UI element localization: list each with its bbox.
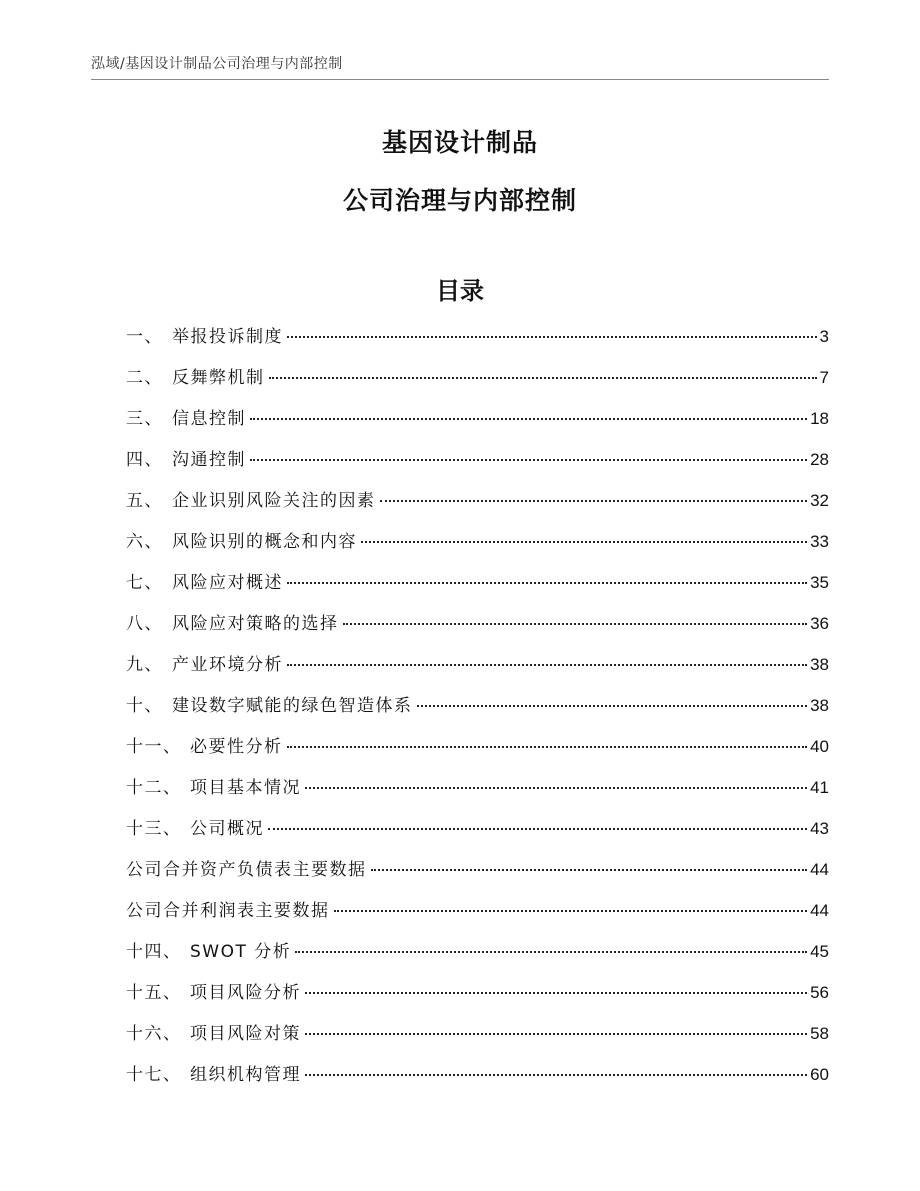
toc-page-number: 58: [810, 1024, 829, 1043]
toc-entry-number: 一、: [126, 327, 163, 347]
toc-entry[interactable]: [126, 691, 829, 732]
toc-entry[interactable]: [126, 322, 829, 363]
toc-entry-number: 十七、: [126, 1065, 182, 1085]
toc-entry-label: [126, 568, 283, 593]
toc-page-number: 44: [810, 860, 829, 879]
toc-page-number: 44: [810, 901, 829, 920]
toc-entry-text: 公司概况: [190, 819, 264, 839]
toc-page-number: 35: [810, 573, 829, 592]
toc-entry-label: [126, 404, 246, 429]
document-title-line-1: 基因设计制品: [381, 128, 538, 157]
toc-entry-number: 三、: [126, 409, 163, 429]
toc-entry-text: 举报投诉制度: [172, 327, 283, 347]
toc-page-number: 18: [810, 409, 829, 428]
toc-entry-label: [126, 814, 264, 839]
toc-entry-number: 十、: [126, 696, 163, 716]
toc-entry-label: [126, 363, 265, 388]
toc-dot-leader: [287, 746, 808, 748]
toc-entry[interactable]: [126, 1060, 829, 1101]
toc-page-number: 45: [810, 942, 829, 961]
toc-entry[interactable]: [126, 978, 829, 1019]
toc-dot-leader: [305, 1033, 807, 1035]
toc-entry[interactable]: [126, 1019, 829, 1060]
toc-entry-label: [126, 978, 301, 1003]
toc-entry-number: 五、: [126, 491, 163, 511]
toc-entry-number: 七、: [126, 573, 163, 593]
toc-dot-leader: [287, 664, 807, 666]
toc-entry-label: [126, 445, 246, 470]
toc-entry[interactable]: [126, 773, 829, 814]
toc-entry[interactable]: [126, 937, 829, 978]
toc-dot-leader: [305, 1074, 807, 1076]
toc-page-number: 38: [810, 655, 829, 674]
toc-entry-label: [126, 1060, 301, 1085]
toc-entry-number: 十四、: [126, 942, 182, 962]
toc-entry-text: 信息控制: [172, 409, 246, 429]
toc-entry-text: 建设数字赋能的绿色智造体系: [172, 696, 413, 716]
toc-dot-leader: [417, 705, 808, 707]
toc-dot-leader: [305, 787, 807, 789]
toc-dot-leader: [287, 582, 807, 584]
toc-dot-leader: [269, 377, 817, 379]
toc-dot-leader: [361, 541, 807, 543]
toc-entry-label: [126, 1019, 301, 1044]
toc-entry-text: SWOT 分析: [190, 942, 292, 962]
toc-entry-text: 风险识别的概念和内容: [172, 532, 357, 552]
toc-dot-leader: [250, 459, 807, 461]
toc-entry[interactable]: [126, 486, 829, 527]
toc-entry-text: 项目风险对策: [190, 1024, 301, 1044]
toc-entry-label: [126, 527, 357, 552]
toc-entry-number: 十二、: [126, 778, 182, 798]
toc-page-number: 36: [810, 614, 829, 633]
toc-entry-label: [126, 896, 330, 921]
toc-page-number: 43: [810, 819, 829, 838]
toc-entry-text: 必要性分析: [190, 737, 283, 757]
toc-entry-text: 沟通控制: [172, 450, 246, 470]
toc-page-number: 56: [810, 983, 829, 1002]
toc-entry[interactable]: [126, 568, 829, 609]
toc-heading: 目录: [436, 277, 484, 305]
toc-entry-text: 公司合并利润表主要数据: [126, 901, 330, 921]
toc-entry-number: 二、: [126, 368, 163, 388]
toc-page-number: 60: [810, 1065, 829, 1084]
toc-entry-text: 公司合并资产负债表主要数据: [126, 860, 367, 880]
toc-dot-leader: [343, 623, 808, 625]
toc-dot-leader: [380, 500, 808, 502]
toc-entry-label: [126, 322, 283, 347]
toc-entry-text: 反舞弊机制: [172, 368, 265, 388]
toc-entry-label: [126, 937, 291, 962]
toc-entry-label: [126, 773, 301, 798]
toc-page-number: 7: [819, 368, 829, 387]
document-title-line-2: 公司治理与内部控制: [342, 186, 577, 215]
toc-entry-label: [126, 609, 339, 634]
toc-entry-number: 十五、: [126, 983, 182, 1003]
running-header: 泓域/基因设计制品公司治理与内部控制: [91, 56, 343, 72]
table-of-contents: [126, 322, 829, 1101]
toc-entry[interactable]: [126, 404, 829, 445]
toc-page-number: 3: [819, 327, 829, 346]
toc-entry-label: [126, 650, 283, 675]
toc-entry-number: 八、: [126, 614, 163, 634]
toc-page-number: 41: [810, 778, 829, 797]
toc-entry-number: 十三、: [126, 819, 182, 839]
toc-entry[interactable]: [126, 855, 829, 896]
toc-entry-text: 项目基本情况: [190, 778, 301, 798]
toc-page-number: 33: [810, 532, 829, 551]
toc-dot-leader: [268, 828, 807, 830]
toc-entry-text: 产业环境分析: [172, 655, 283, 675]
toc-entry-text: 组织机构管理: [190, 1065, 301, 1085]
toc-entry[interactable]: [126, 896, 829, 937]
toc-dot-leader: [334, 910, 808, 912]
toc-entry-text: 企业识别风险关注的因素: [172, 491, 376, 511]
toc-dot-leader: [250, 418, 807, 420]
toc-entry-label: [126, 732, 283, 757]
toc-dot-leader: [305, 992, 807, 994]
toc-entry[interactable]: [126, 650, 829, 691]
toc-entry-number: 六、: [126, 532, 163, 552]
header-divider: [91, 79, 829, 80]
toc-dot-leader: [295, 951, 807, 953]
toc-entry-number: 十六、: [126, 1024, 182, 1044]
toc-dot-leader: [371, 869, 808, 871]
toc-entry-text: 项目风险分析: [190, 983, 301, 1003]
toc-entry[interactable]: [126, 609, 829, 650]
toc-entry[interactable]: [126, 732, 829, 773]
toc-entry-label: [126, 855, 367, 880]
toc-page-number: 40: [810, 737, 829, 756]
toc-entry-label: [126, 691, 413, 716]
toc-entry-number: 九、: [126, 655, 163, 675]
toc-entry[interactable]: [126, 814, 829, 855]
toc-entry-number: 四、: [126, 450, 163, 470]
toc-entry[interactable]: [126, 527, 829, 568]
toc-dot-leader: [287, 336, 817, 338]
toc-entry-text: 风险应对概述: [172, 573, 283, 593]
toc-page-number: 32: [810, 491, 829, 510]
toc-entry[interactable]: [126, 445, 829, 486]
toc-entry-label: [126, 486, 376, 511]
toc-entry[interactable]: [126, 363, 829, 404]
toc-entry-number: 十一、: [126, 737, 182, 757]
toc-page-number: 38: [810, 696, 829, 715]
toc-page-number: 28: [810, 450, 829, 469]
toc-entry-text: 风险应对策略的选择: [172, 614, 339, 634]
